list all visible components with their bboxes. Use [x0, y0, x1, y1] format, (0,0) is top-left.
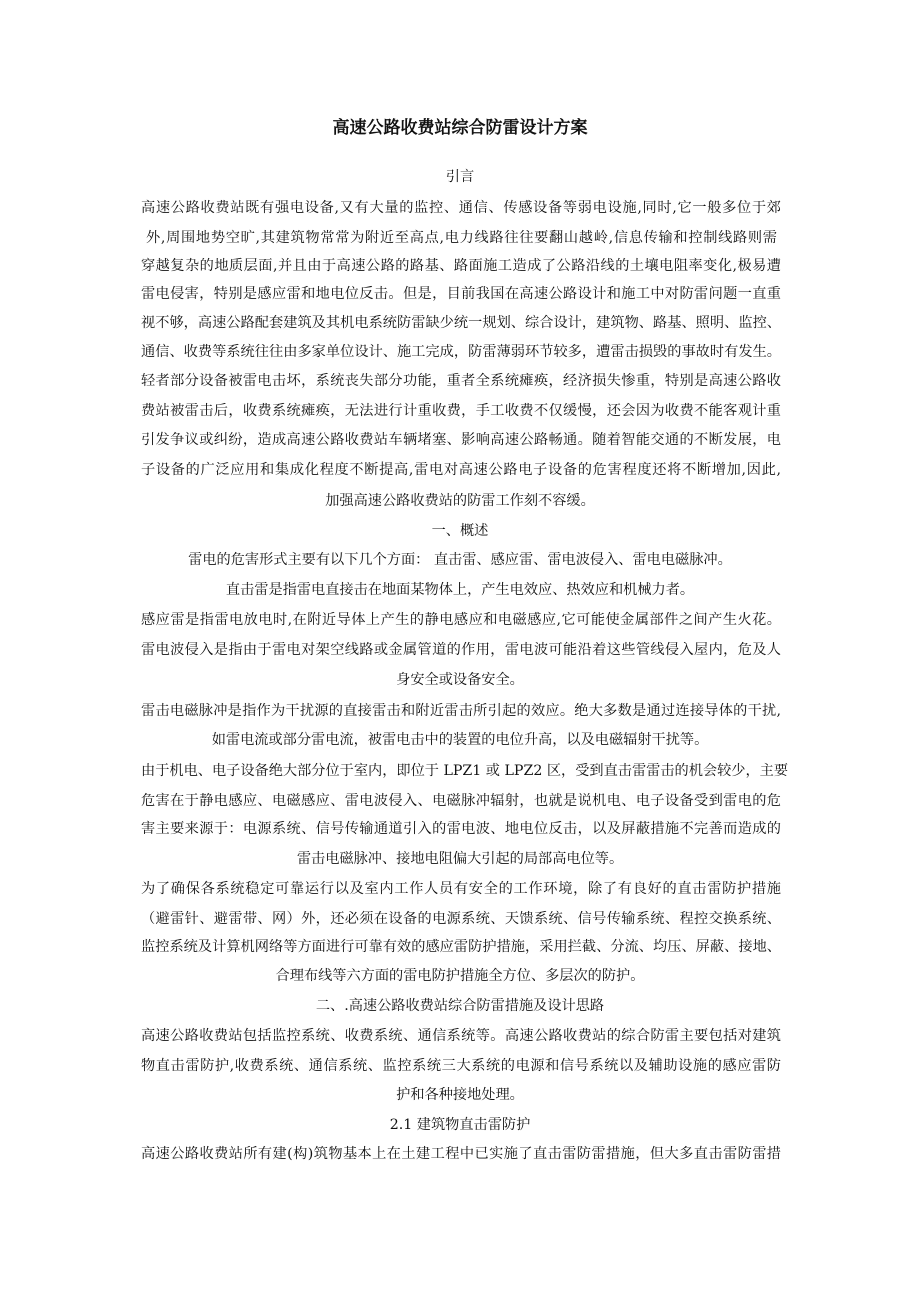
protection-line: （避雷针、避雷带、网）外，还必须在设备的电源系统、天馈系统、信号传输系统、程控交换系统、	[141, 911, 781, 927]
intro-line: 外,周围地势空旷,其建筑物常常为附近至高点,电力线路往往要翻山越岭,信息传输和控制线路则需	[146, 230, 777, 246]
overview-heading: 一、概述	[431, 523, 489, 539]
protection-line: 监控系统及计算机网络等方面进行可靠有效的感应雷防护措施，采用拦截、分流、均压、屏蔽、接地、	[141, 939, 781, 955]
emp-line: 雷击电磁脉冲是指作为干扰源的直接雷击和附近雷击所引起的效应。绝大多数是通过连接导体的干扰,	[141, 703, 781, 719]
protection-line: 合理布线等六方面的雷电防护措施全方位、多层次的防护。	[275, 968, 645, 984]
intro-line: 加强高速公路收费站的防雷工作刻不容缓。	[325, 493, 595, 509]
intro-heading: 引言	[445, 169, 475, 185]
induced-strike-definition: 感应雷是指雷电放电时,在附近导体上产生的静电感应和电磁感应,它可能使金属部件之间产生火花。	[141, 612, 781, 628]
intro-line: 子设备的广泛应用和集成化程度不断提高,雷电对高速公路电子设备的危害程度还将不断增加,因此,	[141, 462, 781, 478]
equipment-line: 害主要来源于：电源系统、信号传输通道引入的雷电波、地电位反击，以及屏蔽措施不完善而造成的	[141, 821, 781, 837]
overview-intro: 雷电的危害形式主要有以下几个方面： 直击雷、感应雷、雷电波侵入、雷电电磁脉冲。	[188, 552, 732, 568]
wave-intrusion-line: 身安全或设备安全。	[396, 672, 524, 688]
intro-line: 通信、收费等系统往往由多家单位设计、施工完成，防雷薄弱环节较多，遭雷击损毁的事故时有发生。	[141, 344, 781, 360]
subsection-heading: 2.1 建筑物直击雷防护	[389, 1117, 531, 1133]
intro-line: 引发争议或纠纷，造成高速公路收费站车辆堵塞、影响高速公路畅通。随着智能交通的不断发展，电	[141, 432, 781, 448]
equipment-line: 雷击电磁脉冲、接地电阻偏大引起的局部高电位等。	[296, 851, 624, 867]
direct-strike-definition: 直击雷是指雷电直接击在地面某物体上，产生电效应、热效应和机械力者。	[225, 582, 695, 598]
section2-heading: 二、.高速公路收费站综合防雷措施及设计思路	[315, 998, 605, 1014]
intro-line: 视不够，高速公路配套建筑及其机电系统防雷缺少统一规划、综合设计，建筑物、路基、照明、监控、	[141, 315, 781, 331]
equipment-line: 危害在于静电感应、电磁感应、雷电波侵入、电磁脉冲辐射，也就是说机电、电子设备受到雷电的危	[141, 793, 781, 809]
protection-line: 为了确保各系统稳定可靠运行以及室内工作人员有安全的工作环境，除了有良好的直击雷防护措施	[141, 881, 781, 897]
intro-line: 费站被雷击后，收费系统瘫痪，无法进行计重收费，手工收费不仅缓慢，还会因为收费不能客观计重	[141, 403, 781, 419]
equipment-line: 由于机电、电子设备绝大部分位于室内，即位于 LPZ1 或 LPZ2 区，受到直击雷雷击的机会较少，主要	[141, 763, 789, 779]
subsection-line: 高速公路收费站所有建(构)筑物基本上在土建工程中已实施了直击雷防雷措施，但大多直击雷防雷措	[141, 1146, 781, 1162]
intro-line: 轻者部分设备被雷电击坏，系统丧失部分功能，重者全系统瘫痪，经济损失惨重，特别是高速公路收	[141, 373, 781, 389]
section2-line: 高速公路收费站包括监控系统、收费系统、通信系统等。高速公路收费站的综合防雷主要包括对建筑	[141, 1028, 781, 1044]
emp-line: 如雷电流或部分雷电流，被雷电击中的装置的电位升高，以及电磁辐射干扰等。	[211, 732, 709, 748]
wave-intrusion-line: 雷电波侵入是指由于雷电对架空线路或金属管道的作用，雷电波可能沿着这些管线侵入屋内，危及人	[141, 642, 781, 658]
document-title: 高速公路收费站综合防雷设计方案	[332, 118, 588, 138]
intro-line: 穿越复杂的地质层面,并且由于高速公路的路基、路面施工造成了公路沿线的土壤电阻率变化,极易遭	[141, 258, 781, 274]
section2-line: 护和各种接地处理。	[396, 1087, 524, 1103]
section2-line: 物直击雷防护,收费系统、通信系统、监控系统三大系统的电源和信号系统以及辅助设施的感应雷防	[141, 1058, 781, 1074]
intro-line: 雷电侵害，特别是感应雷和地电位反击。但是，目前我国在高速公路设计和施工中对防雷问题一直重	[141, 286, 781, 302]
intro-line: 高速公路收费站既有强电设备,又有大量的监控、通信、传感设备等弱电设施,同时,它一般多位于郊	[141, 200, 781, 216]
